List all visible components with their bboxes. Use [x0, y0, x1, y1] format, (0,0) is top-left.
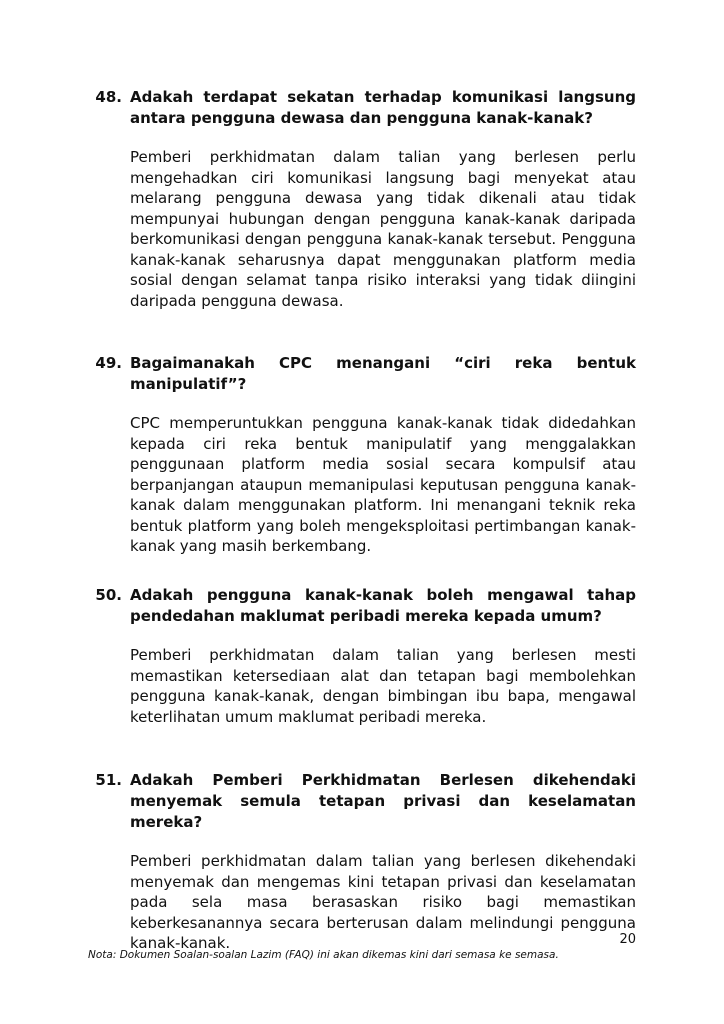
answer-text: Pemberi perkhidmatan dalam talian yang berlesen mesti memastikan ketersediaan alat dan tetapan bagi membolehkan pengguna kanak-kanak, dengan bimbingan ibu bapa, mengawal keterlihatan umum maklumat peribadi mereka.: [130, 646, 636, 726]
faq-item: [88, 353, 636, 557]
faq-item: [88, 87, 636, 311]
question-number: 51.: [95, 771, 122, 789]
question-text: Bagaimanakah CPC menangani “ciri reka bentuk manipulatif”?: [130, 354, 636, 393]
faq-question-row: [88, 770, 636, 833]
answer-text: Pemberi perkhidmatan dalam talian yang berlesen perlu mengehadkan ciri komunikasi langsung bagi menyekat atau melarang pengguna dewasa yang tidak dikenali atau tidak mempunyai hubungan dengan pengguna kanak-kanak daripada berkomunikasi dengan pengguna kanak-kanak tersebut. Pengguna kanak-kanak seharusnya dapat menggunakan platform media sosial dengan selamat tanpa risiko interaksi yang tidak diingini daripada pengguna dewasa.: [130, 148, 636, 310]
page-number: 20: [619, 932, 636, 947]
faq-question-row: [88, 87, 636, 129]
question-number: 48.: [95, 88, 122, 106]
question-text: Adakah pengguna kanak-kanak boleh mengawal tahap pendedahan maklumat peribadi mereka kepada umum?: [130, 586, 636, 625]
answer-text: CPC memperuntukkan pengguna kanak-kanak tidak didedahkan kepada ciri reka bentuk manipulatif yang menggalakkan penggunaan platform media sosial secara kompulsif atau berpanjangan ataupun memanipulasi keputusan pengguna kanak-kanak dalam menggunakan platform. Ini menangani teknik reka bentuk platform yang boleh mengeksploitasi pertimbangan kanak-kanak yang masih berkembang.: [130, 414, 636, 555]
footnote: Nota: Dokumen Soalan-soalan Lazim (FAQ) ini akan dikemas kini dari semasa ke semasa.: [88, 949, 559, 961]
faq-question-row: [88, 585, 636, 627]
faq-item: [88, 585, 636, 727]
faq-item: [88, 770, 636, 954]
answer-text: Pemberi perkhidmatan dalam talian yang berlesen dikehendaki menyemak dan mengemas kini tetapan privasi dan keselamatan pada sela masa berasaskan risiko bagi memastikan keberkesanannya secara berterusan dalam melindungi pengguna kanak-kanak.: [130, 852, 636, 952]
question-number: 49.: [95, 354, 122, 372]
question-text: Adakah Pemberi Perkhidmatan Berlesen dikehendaki menyemak semula tetapan privasi dan keselamatan mereka?: [130, 771, 636, 831]
question-number: 50.: [95, 586, 122, 604]
question-text: Adakah terdapat sekatan terhadap komunikasi langsung antara pengguna dewasa dan pengguna kanak-kanak?: [130, 88, 636, 127]
faq-question-row: [88, 353, 636, 395]
